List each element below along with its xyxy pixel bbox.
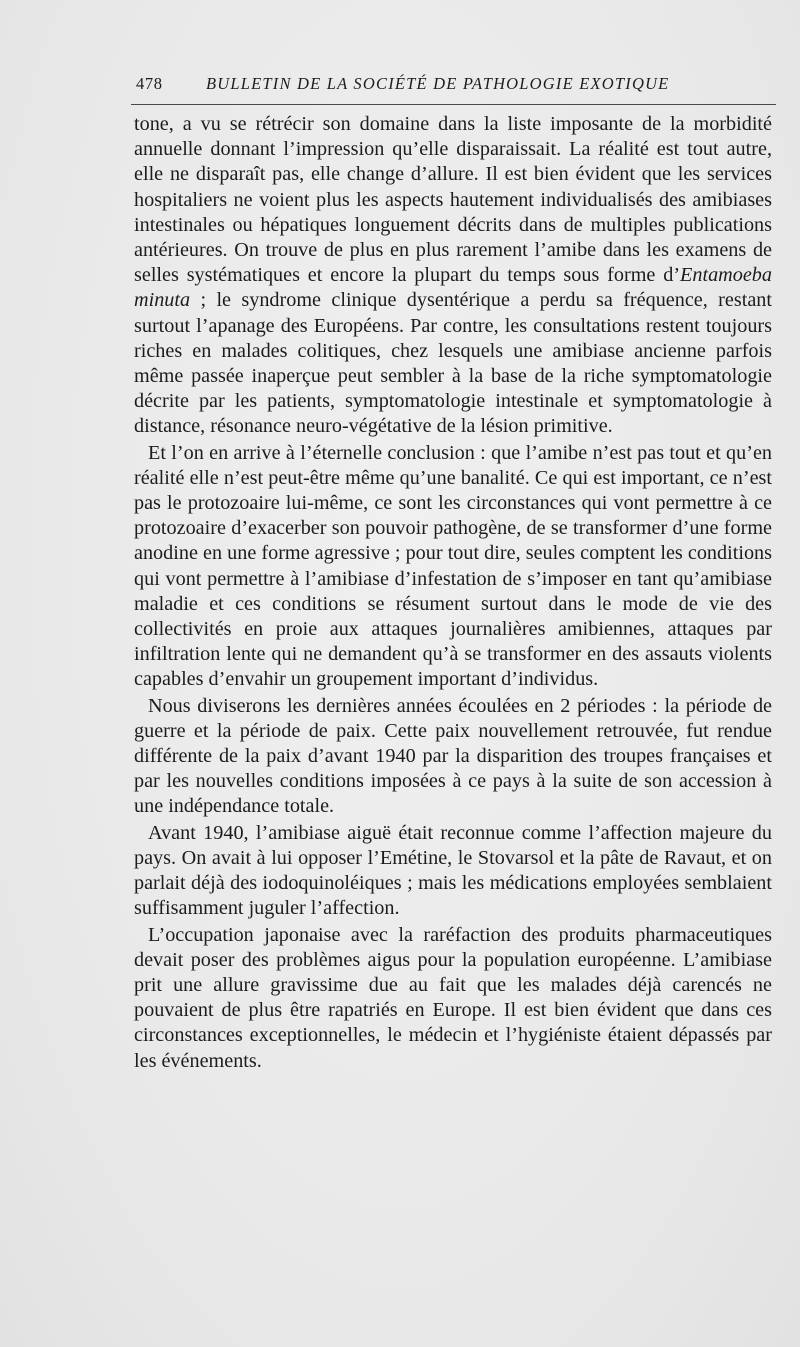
page-header [136,74,776,102]
paragraph-1-text-after: ; le syndrome clinique dysentérique a perdu sa fréquence, restant surtout l’apanage des Européens. Par contre, les consultations restent toujours riches en malades colitiques, chez lesquels une amibiase ancienne parfois même passée inaperçue peut sembler à la base de la riche symptomatologie décrite par les patients, symptomatologie intestinale et symptomatologie à distance, résonance neuro-végétative de la lésion primitive. [134,289,772,438]
header-rule [131,104,776,105]
paragraph-2: Et l’on en arrive à l’éternelle conclusion : que l’amibe n’est pas tout et qu’en réalité elle n’est peut-être même qu’une banalité. Ce qui est important, ce n’est pas le protozoaire lui-même, ce sont les circonstances qui vont permettre à ce protozoaire d’exacerber son pouvoir pathogène, de se transformer d’une forme anodine en une forme agressive ; pour tout dire, seules comptent les conditions qui vont permettre à l’amibiase d’infestation de s’imposer en tant qu’amibiase maladie et ces conditions se résument surtout dans le mode de vie des collectivités en proie aux attaques journalières amibiennes, attaques par infiltration lente qui ne demandent qu’à se transformer en des assauts violents capables d’envahir un groupement important d’individus. [134,441,772,691]
paragraph-4: Avant 1940, l’amibiase aiguë était reconnue comme l’affection majeure du pays. On avait à lui opposer l’Emétine, le Stovarsol et la pâte de Ravaut, et on parlait déjà des iodoquinoléiques ; mais les médications employées semblaient suffisamment juguler l’affection. [134,821,772,920]
page-number: 478 [136,74,163,93]
article-body [134,112,772,1074]
paragraph-5: L’occupation japonaise avec la raréfaction des produits pharmaceutiques devait poser des problèmes aigus pour la population européenne. L’amibiase prit une allure gravissime due au fait que les malades déjà carencés ne pouvaient de plus être rapatriés en Europe. Il est bien évident que dans ces circonstances exceptionnelles, le médecin et l’hygiéniste étaient dépassés par les événements. [134,923,772,1072]
paragraph-1-text-before: tone, a vu se rétrécir son domaine dans la liste imposante de la morbidité annuelle donnant l’impression qu’elle disparaissait. La réalité est tout autre, elle ne disparaît pas, elle change d’allure. Il est bien évident que les services hospitaliers ne voient plus les aspects hautement individualisés des amibiases intestinales ou hépatiques longuement décrits dans de multiples publications antérieures. On trouve de plus en plus rarement l’amibe dans les examens de selles systématiques et encore la plupart du temps sous forme d’ [134,113,772,287]
paragraph-1 [134,112,772,440]
running-title: BULLETIN DE LA SOCIÉTÉ DE PATHOLOGIE EXOTIQUE [206,74,670,93]
species-name: Entamoeba minuta [134,264,772,312]
paragraph-3: Nous diviserons les dernières années écoulées en 2 périodes : la période de guerre et la période de paix. Cette paix nouvellement retrouvée, fut rendue différente de la paix d’avant 1940 par la disparition des troupes françaises et par les nouvelles conditions imposées à ce pays à la suite de son accession à une indépendance totale. [134,694,772,818]
